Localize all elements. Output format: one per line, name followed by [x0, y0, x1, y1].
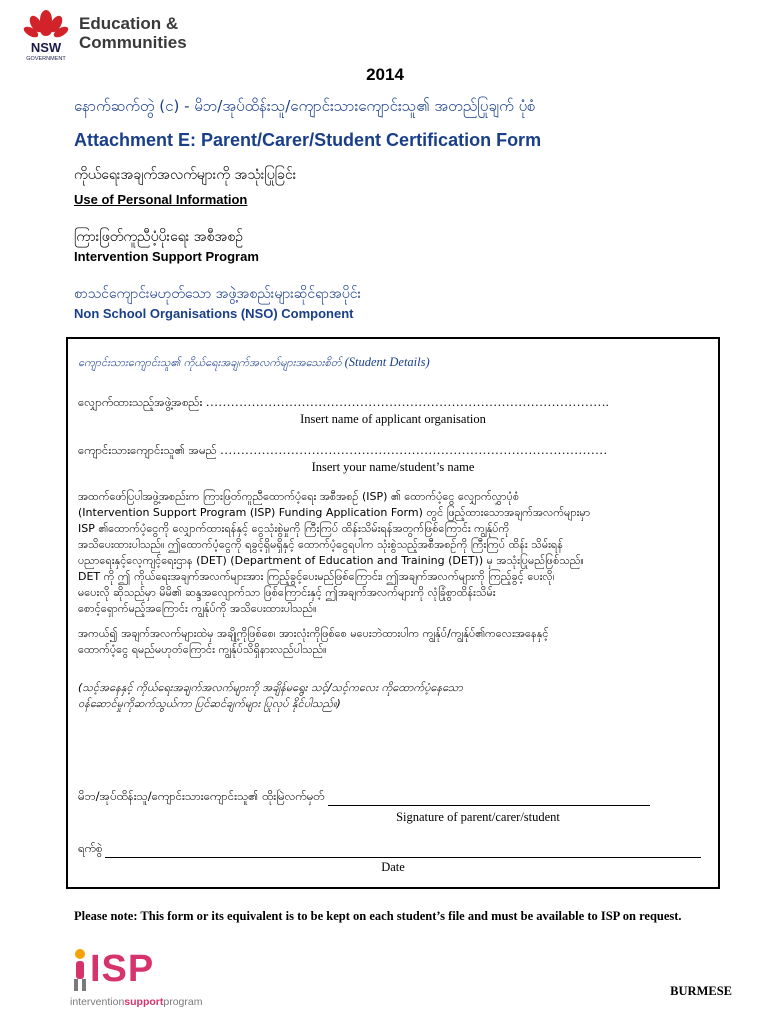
title-english: Attachment E: Parent/Carer/Student Certification Form — [74, 130, 542, 150]
organisation-label: လျှောက်ထားသည့်အဖွဲ့အစည်း — [78, 395, 203, 409]
consent-paragraph-3: (သင့်အနေနှင့် ကိုယ်ရေးအချက်အလက်များကို အချိန်မရွေး သင့်/သင့်ကလေး ကိုထောက်ပံ့နေသော ဝန်ဆောင်မှုကိုဆက်သွယ်ကာ ပြင်ဆင်ချက်များ ပြုလုပ် နိုင်ပါသည်။) — [78, 681, 463, 710]
student-name-caption: Insert your name/student’s name — [311, 460, 475, 474]
student-name-dots: ………………………………………………………………………………… — [219, 443, 608, 457]
date-field[interactable] — [78, 841, 708, 858]
section-nso-english: Non School Organisations (NSO) Component — [74, 306, 354, 321]
title-burmese: နောက်ဆက်တွဲ (င) - မိဘ/အုပ်ထိန်းသူ/ကျောင်းသားကျောင်းသူ၏ အတည်ပြုချက် ပုံစံ — [74, 97, 536, 115]
child-figure-icon — [70, 948, 90, 992]
signature-field[interactable] — [78, 789, 708, 806]
date-line[interactable] — [105, 843, 701, 858]
section-nso-burmese: စာသင်ကျောင်းမဟုတ်သော အဖွဲ့အစည်းများဆိုင်ရာအပိုင်း — [74, 286, 362, 302]
section-use-english: Use of Personal Information — [74, 192, 248, 207]
nsw-wordmark: NSW — [30, 40, 62, 55]
organisation-dots: ……………………………………………………………………………………. — [205, 395, 609, 409]
section-program-burmese: ကြားဖြတ်ကူညီပံ့ပိုးရေး အစီအစဉ် — [74, 229, 243, 245]
please-note: Please note: This form or its equivalent is to be kept on each student’s file and must be available to ISP on request. — [74, 909, 682, 923]
student-details-heading: ကျောင်းသားကျောင်းသူ၏ ကိုယ်ရေးအချက်အလက်များအသေးစိတ် (Student Details) — [78, 355, 430, 369]
waratah-icon — [22, 8, 70, 62]
language-label: BURMESE — [670, 984, 732, 998]
student-name-label: ကျောင်းသားကျောင်းသူ၏ အမည် — [78, 443, 217, 457]
section-use-burmese: ကိုယ်ရေးအချက်အလက်များကို အသုံးပြုခြင်း — [74, 167, 297, 183]
signature-label: မိဘ/အုပ်ထိန်းသူ/ကျောင်းသားကျောင်းသူ၏ ထိုးမြဲလက်မှတ် — [78, 789, 325, 803]
logo-line-1: Education & — [79, 14, 179, 33]
consent-paragraph-2: အကယ်၍ အချက်အလက်များထဲမှ အချို့ကိုဖြစ်စေ၊ အားလုံးကိုဖြစ်စေ မပေးဘဲထားပါက ကျွန်ုပ်/ကျွန်ုပ်၏ကလေးအနေနှင့် ထောက်ပံ့ငွေ ရမည်မဟုတ်ကြောင်း ကျွန်ုပ်သိရှိနားလည်ပါသည်။ — [78, 627, 549, 656]
signature-caption: Signature of parent/carer/student — [396, 810, 560, 824]
government-wordmark: GOVERNMENT — [26, 56, 66, 62]
isp-tagline: interventionsupportprogram — [70, 996, 203, 1008]
signature-line[interactable] — [328, 791, 650, 806]
logo-line-2: Communities — [79, 33, 187, 52]
organisation-field[interactable] — [78, 395, 708, 412]
form-year: 2014 — [366, 65, 404, 84]
certification-form — [66, 337, 720, 889]
department-name — [79, 14, 187, 52]
isp-logo — [70, 948, 240, 1018]
date-label: ရက်စွဲ — [78, 841, 103, 855]
consent-paragraph-1: အထက်ဖော်ပြပါအဖွဲ့အစည်းက ကြားဖြတ်ကူညီထောက်ပံ့ရေး အစီအစဉ် (ISP) ၏ ထောက်ပံ့ငွေ လျှောက်လွှာပုံစံ (Intervention Support Program (ISP) Funding Application Form) တွင် ဖြည့်ထားသောအချက်အလက်များမှာ ISP ၏ထောက်ပံ့ငွေကို လျှောက်ထားရန်နှင့် ငွေသုံးစွဲမှုကို ကြီးကြပ် ထိန်းသိမ်းရန်အတွက်ဖြစ်ကြောင်း ကျွန်ုပ်ကို အသိပေးထားပါသည်။ ဤထောက်ပံ့ငွေကို ရခွင့်ရှိမရှိနှင့် ထောက်ပံ့ငွေရပါက သုံးစွဲသည့်အစီအစဉ်ကို ကြီးကြပ် ထိန်း သိမ်းရန် ပညာရေးနှင့်လေ့ကျင့်ရေးဌာန (DET) (Department of Education and Training (DET)) မှ အသုံးပြုမည်ဖြစ်သည်။ DET ကို ဤ ကိုယ်ရေးအချက်အလက်များအား ကြည့်ခွင့်ပေးမည်ဖြစ်ကြောင်း၊ ဤအချက်အလက်များကို ကြည့်ခွင့် ပေးလို၊ မပေးလို ဆိုသည်မှာ မိမိ၏ ဆန္ဒအလျောက်သာ ဖြစ်ကြောင်းနှင့် ဤအချက်အလက်များကို လုံခြုံစွာထိန်းသိမ်း စောင့်ရှောက်မည့်အကြောင်း ကျွန်ုပ်ကို အသိပေးထားပါသည်။ — [78, 490, 591, 615]
section-program-english: Intervention Support Program — [74, 249, 259, 264]
date-caption: Date — [381, 860, 405, 874]
student-name-field[interactable] — [78, 443, 708, 460]
isp-wordmark: ISP — [90, 948, 155, 990]
organisation-caption: Insert name of applicant organisation — [300, 412, 486, 426]
nsw-logo — [22, 8, 202, 64]
